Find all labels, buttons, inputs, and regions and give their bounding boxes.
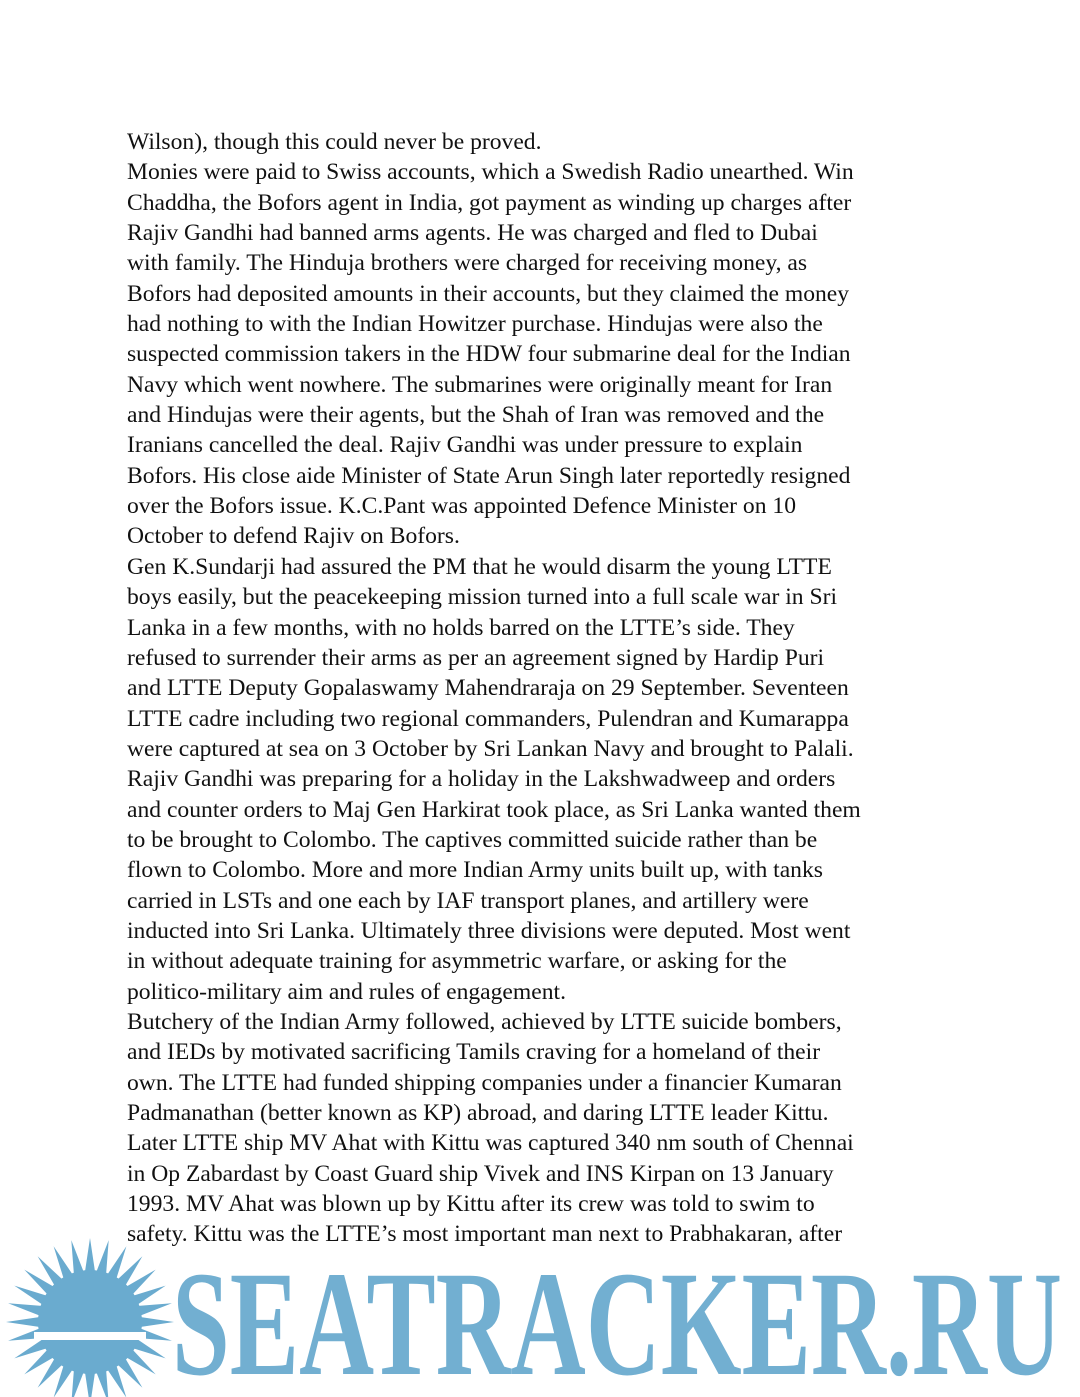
text-line: Bofors. His close aide Minister of State Arun Singh later reportedly resigned — [127, 462, 851, 489]
text-line: Lanka in a few months, with no holds barred on the LTTE’s side. They — [127, 614, 795, 641]
document-body — [127, 127, 967, 1250]
text-line: October to defend Rajiv on Bofors. — [127, 523, 460, 550]
text-line: and Hindujas were their agents, but the Shah of Iran was removed and the — [127, 402, 825, 429]
text-line: boys easily, but the peacekeeping mission turned into a full scale war in Sri — [127, 584, 838, 611]
text-line: inducted into Sri Lanka. Ultimately three divisions were deputed. Most went — [127, 917, 851, 944]
text-line: and counter orders to Maj Gen Harkirat took place, as Sri Lanka wanted them — [127, 796, 861, 823]
text-line: were captured at sea on 3 October by Sri Lankan Navy and brought to Palali. — [127, 735, 854, 762]
text-line: and IEDs by motivated sacrificing Tamils craving for a homeland of their — [127, 1039, 821, 1066]
text-line: and LTTE Deputy Gopalaswamy Mahendraraja on 29 September. Seventeen — [127, 675, 849, 702]
text-line: Iranians cancelled the deal. Rajiv Gandhi was under pressure to explain — [127, 432, 803, 459]
sun-icon — [4, 1236, 176, 1397]
text-line: Butchery of the Indian Army followed, achieved by LTTE suicide bombers, — [127, 1008, 842, 1035]
text-line: had nothing to with the Indian Howitzer purchase. Hindujas were also the — [127, 311, 823, 338]
sun-horizon — [34, 1332, 146, 1340]
text-line: with family. The Hinduja brothers were charged for receiving money, as — [127, 250, 808, 277]
text-line: Gen K.Sundarji had assured the PM that he would disarm the young LTTE — [127, 553, 832, 580]
text-line: Rajiv Gandhi had banned arms agents. He was charged and fled to Dubai — [127, 220, 818, 247]
text-line: Monies were paid to Swiss accounts, which a Swedish Radio unearthed. Win — [127, 159, 854, 186]
watermark-logo — [172, 1256, 1072, 1386]
text-line: over the Bofors issue. K.C.Pant was appointed Defence Minister on 10 — [127, 493, 797, 520]
text-line: Rajiv Gandhi was preparing for a holiday in the Lakshwadweep and orders — [127, 766, 836, 793]
text-line: 1993. MV Ahat was blown up by Kittu after its crew was told to swim to — [127, 1191, 815, 1218]
text-line: flown to Colombo. More and more Indian Army units built up, with tanks — [127, 857, 823, 884]
text-line: refused to surrender their arms as per an agreement signed by Hardip Puri — [127, 644, 825, 671]
text-line: Bofors had deposited amounts in their accounts, but they claimed the money — [127, 280, 850, 307]
text-line: in without adequate training for asymmetric warfare, or asking for the — [127, 948, 787, 975]
text-line: suspected commission takers in the HDW four submarine deal for the Indian — [127, 341, 851, 368]
text-line: Padmanathan (better known as KP) abroad, and daring LTTE leader Kittu. — [127, 1100, 829, 1126]
sun-disc — [38, 1270, 142, 1374]
text-line: politico-military aim and rules of engagement. — [127, 978, 566, 1005]
text-line: Navy which went nowhere. The submarines were originally meant for Iran — [127, 371, 833, 398]
text-line: LTTE cadre including two regional commanders, Pulendran and Kumarappa — [127, 705, 849, 732]
watermark — [0, 1236, 1080, 1397]
text-line: carried in LSTs and one each by IAF transport planes, and artillery were — [127, 887, 809, 914]
text-line: in Op Zabardast by Coast Guard ship Vivek and INS Kirpan on 13 January — [127, 1160, 834, 1187]
text-line: to be brought to Colombo. The captives committed suicide rather than be — [127, 826, 818, 853]
text-line: safety. Kittu was the LTTE’s most important man next to Prabhakaran, after — [127, 1221, 843, 1248]
text-line: Later LTTE ship MV Ahat with Kittu was captured 340 nm south of Chennai — [127, 1130, 854, 1157]
watermark-text: SEATRACKER.RU — [172, 1256, 1062, 1386]
text-line: Wilson), though this could never be proved. — [127, 129, 542, 155]
text-line: Chaddha, the Bofors agent in India, got payment as winding up charges after — [127, 189, 852, 216]
text-line: own. The LTTE had funded shipping companies under a financier Kumaran — [127, 1069, 842, 1096]
